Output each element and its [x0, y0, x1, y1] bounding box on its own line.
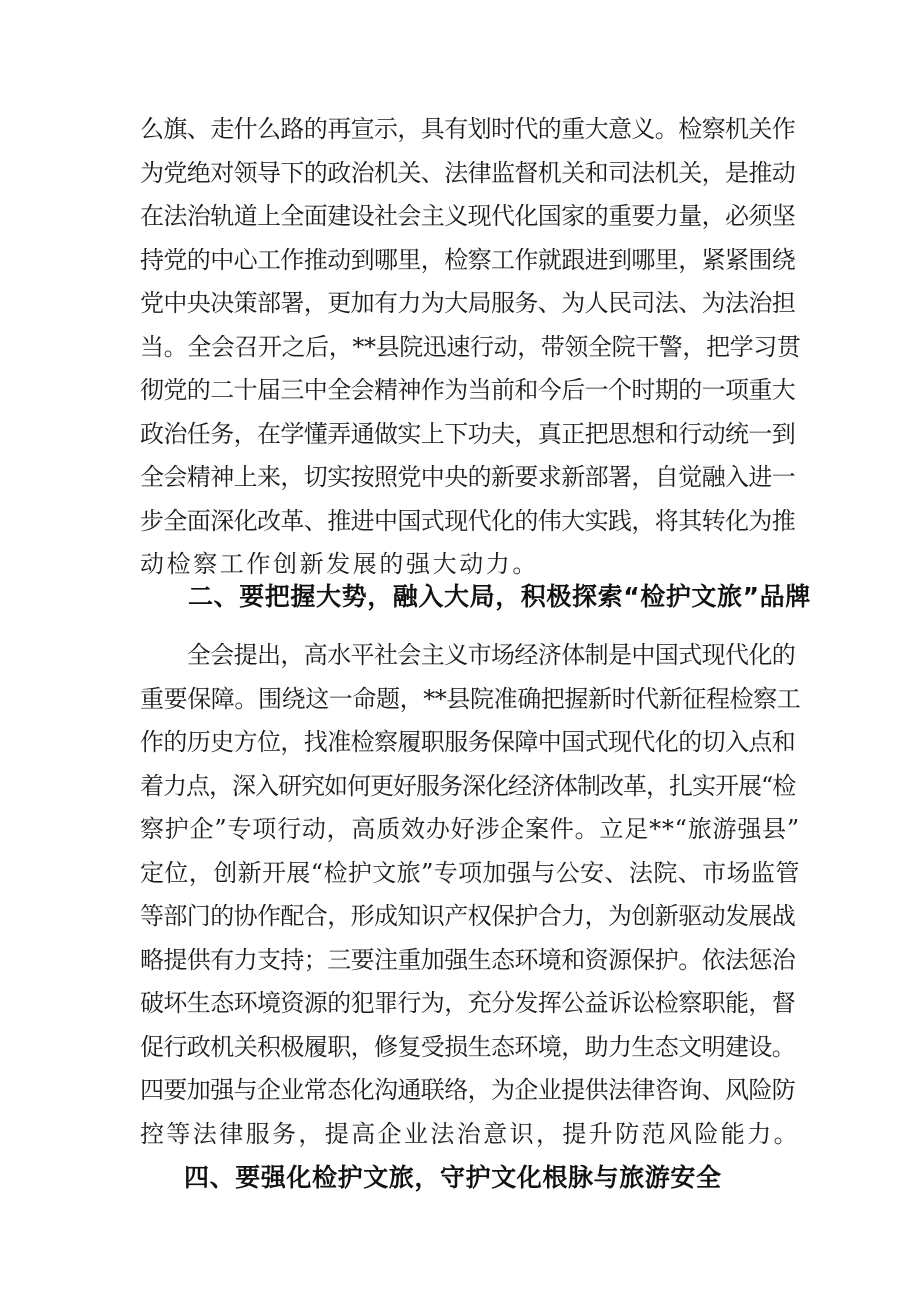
paragraph-2-line: 定位，创新开展“检护文旅”专项加强与公安、法院、市场监管 [140, 858, 800, 887]
paragraph-1-line: 政治任务，在学懂弄通做实上下功夫，真正把思想和行动统一到 [140, 419, 796, 448]
paragraph-1-line: 为党绝对领导下的政治机关、法律监督机关和司法机关，是推动 [140, 158, 796, 187]
paragraph-2-line: 重要保障。围绕这一命题，**县院准确把握新时代新征程检察工 [140, 684, 801, 713]
paragraph-2-line: 四要加强与企业常态化沟通联络，为企业提供法律咨询、风险防 [140, 1076, 796, 1104]
paragraph-2-line: 破坏生态环境资源的犯罪行为，充分发挥公益诉讼检察职能，督 [140, 989, 796, 1017]
paragraph-2-line: 控等法律服务，提高企业法治意识，提升防范风险能力。 [140, 1119, 800, 1148]
section-heading-2: 二、要把握大势，融入大局，积极探索“检护文旅”品牌 [188, 582, 811, 611]
paragraph-1-line: 步全面深化改革、推进中国式现代化的伟大实践，将其转化为推 [140, 506, 796, 535]
paragraph-2-line: 全会提出，高水平社会主义市场经济体制是中国式现代化的 [140, 641, 796, 669]
paragraph-2-line: 察护企”专项行动，高质效办好涉企案件。立足**“旅游强县” [140, 815, 801, 843]
paragraph-1-line: 在法治轨道上全面建设社会主义现代化国家的重要力量，必须坚 [140, 202, 796, 230]
paragraph-1-line: 当。全会召开之后，**县院迅速行动，带领全院干警，把学习贯 [140, 332, 801, 361]
section-heading-4: 四、要强化检护文旅，守护文化根脉与旅游安全 [184, 1163, 722, 1192]
paragraph-1-line: 彻党的二十届三中全会精神作为当前和今后一个时期的一项重大 [140, 376, 796, 404]
paragraph-1-line: 党中央决策部署，更加有力为大局服务、为人民司法、为法治担 [140, 289, 796, 317]
paragraph-1-line: 全会精神上来，切实按照党中央的新要求新部署，自觉融入进一 [140, 463, 796, 491]
paragraph-2-line: 着力点，深入研究如何更好服务深化经济体制改革，扎实开展“检 [140, 771, 796, 800]
paragraph-1-line: 动检察工作创新发展的强大动力。 [140, 550, 539, 578]
paragraph-2 [140, 634, 800, 1156]
paragraph-2-line: 等部门的协作配合，形成知识产权保护合力，为创新驱动发展战 [140, 902, 796, 930]
paragraph-2-line: 略提供有力支持；三要注重加强生态环境和资源保护。依法惩治 [140, 945, 796, 974]
paragraph-1-line: 持党的中心工作推动到哪里，检察工作就跟进到哪里，紧紧围绕 [140, 245, 796, 274]
paragraph-2-line: 促行政机关积极履职，修复受损生态环境，助力生态文明建设。 [140, 1032, 796, 1061]
paragraph-2-line: 作的历史方位，找准检察履职服务保障中国式现代化的切入点和 [140, 728, 796, 756]
paragraph-1-line: 么旗、走什么路的再宣示，具有划时代的重大意义。检察机关作 [140, 115, 796, 143]
paragraph-1 [140, 108, 800, 587]
